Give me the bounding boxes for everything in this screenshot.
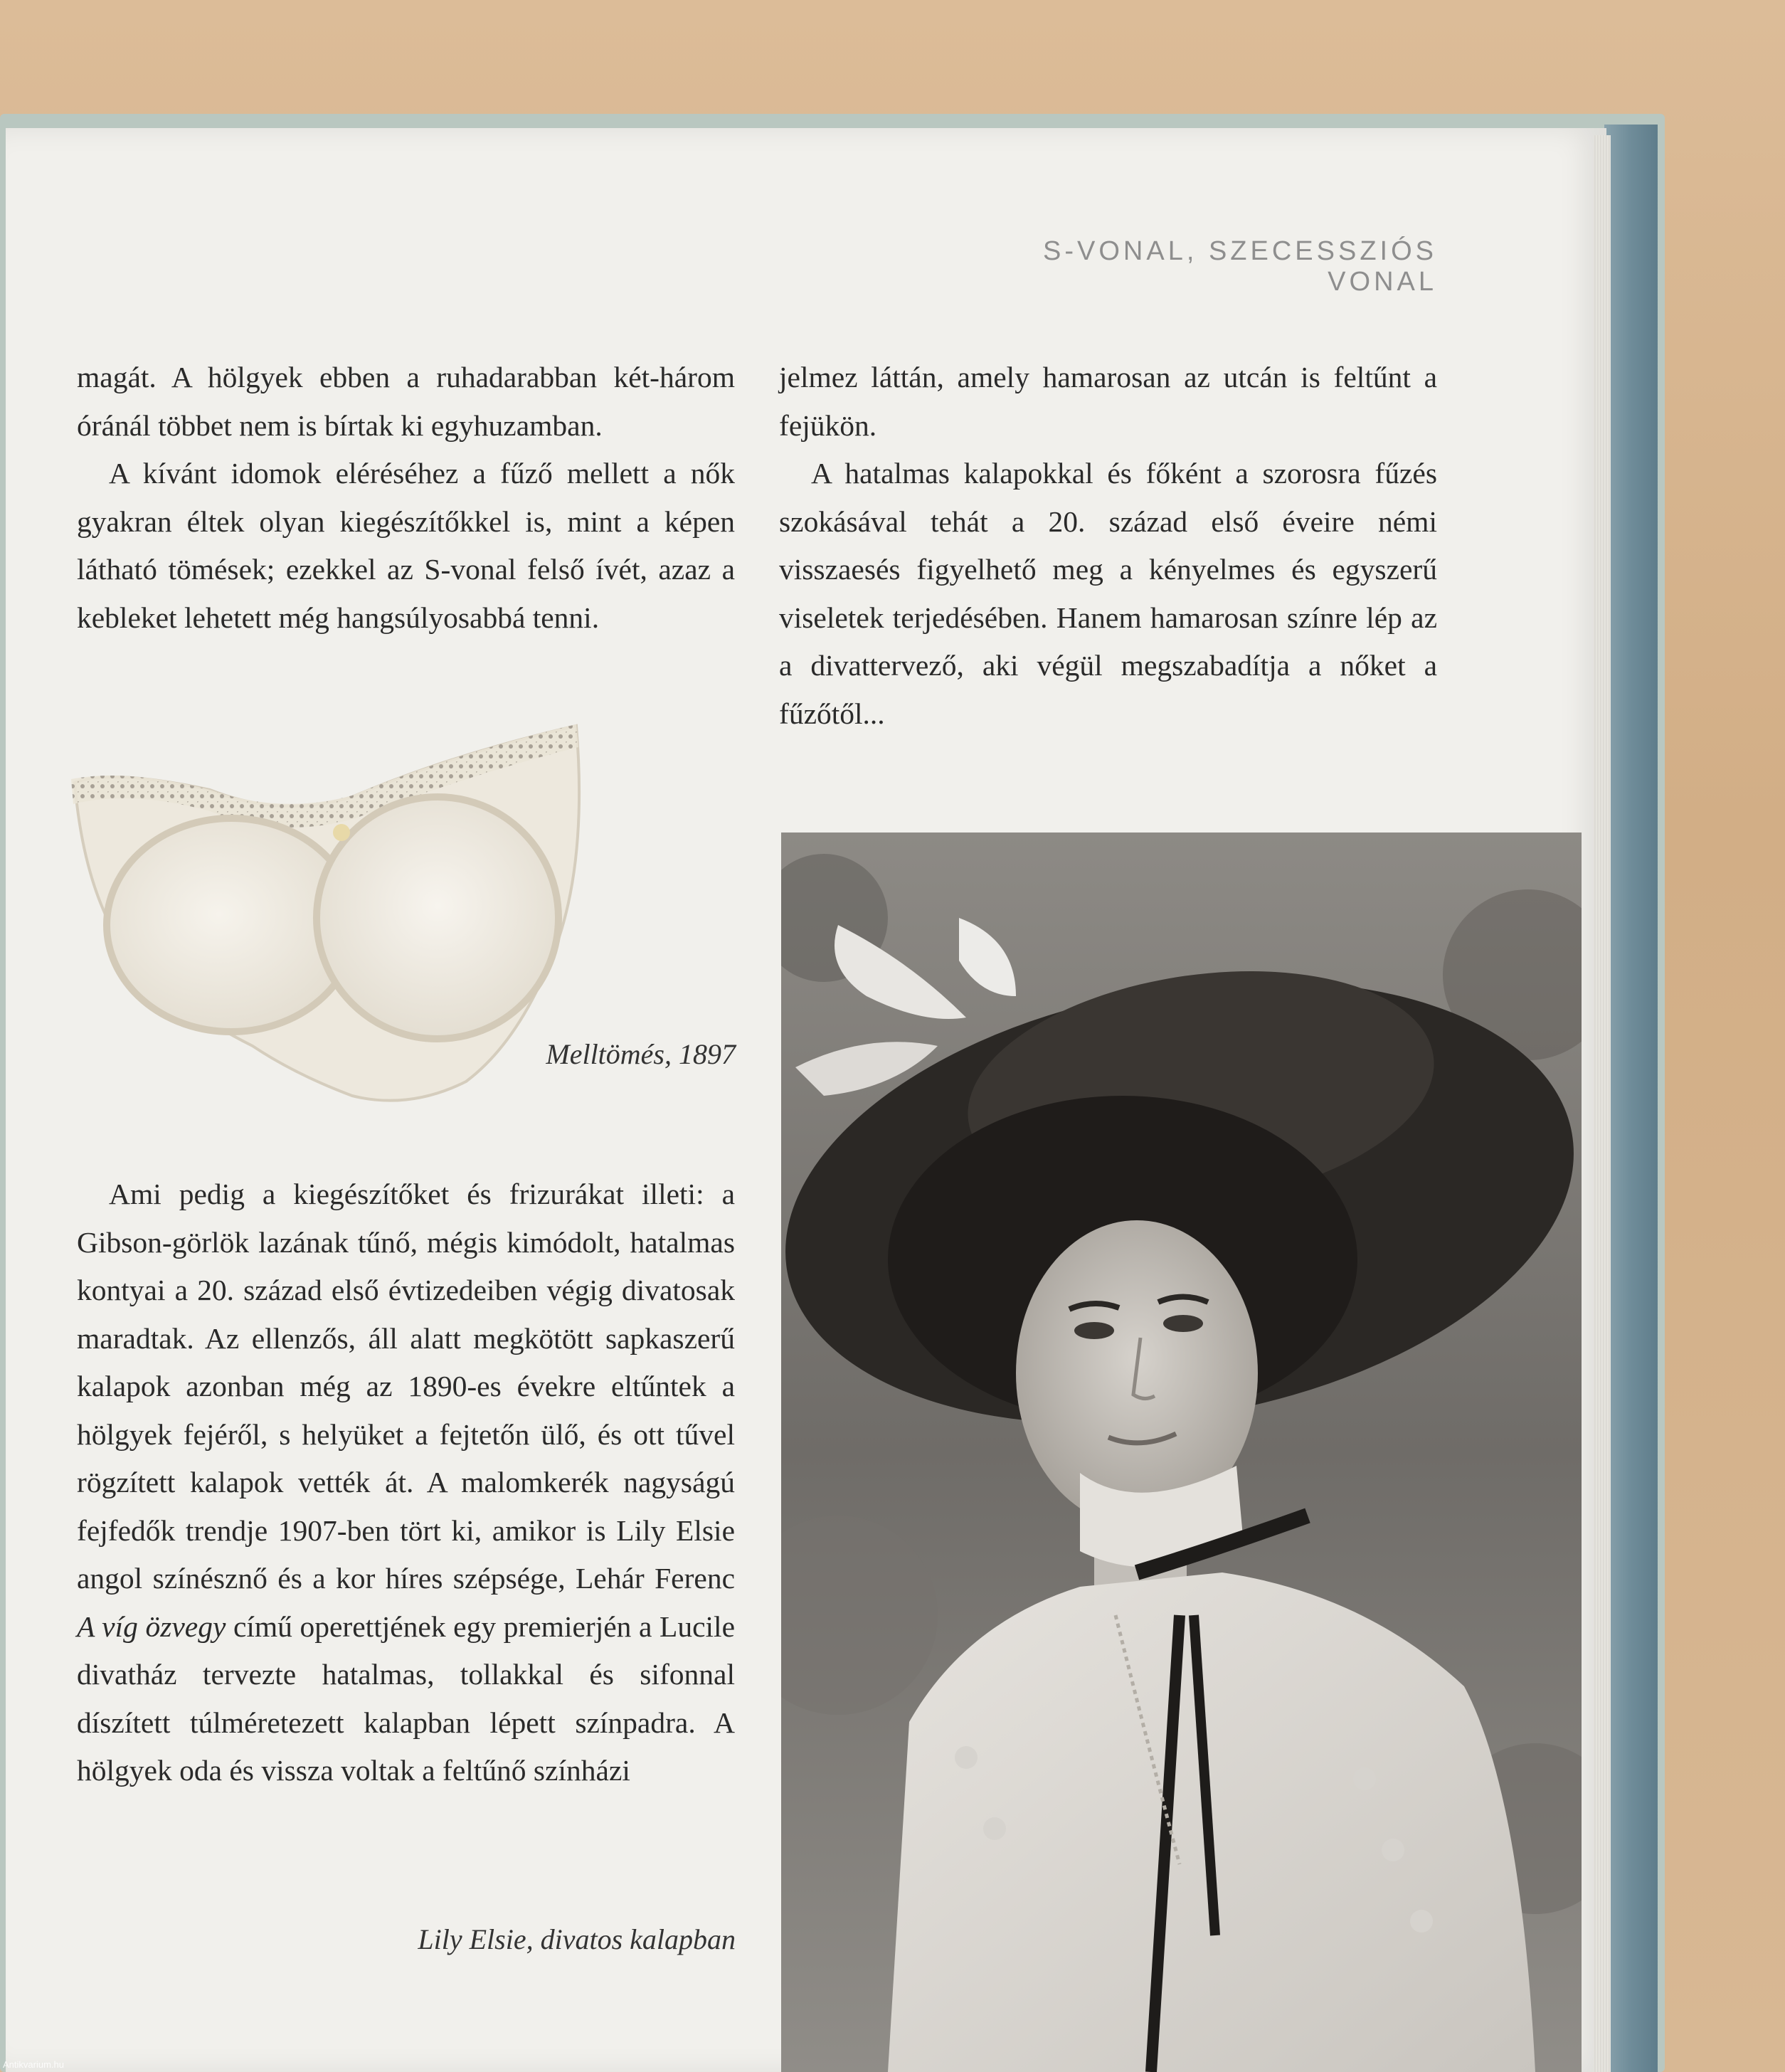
padding-caption: Melltömés, 1897: [546, 1038, 736, 1070]
left-paragraph-2: A kívánt idomok eléréséhez a fűző mellett a nők gyakran éltek olyan kiegészítőkkel is, mint a képen látható tömések; ezekkel az S-vonal felső ívét, azaz a kebleket lehetett még hangsúlyosabbá tenni.: [77, 457, 735, 634]
paragraph-3-text-b: című operettjének egy premierjén a Lucile divatház tervezte hatalmas, tollakkal és sifonnal díszített túlméretezett kalapban lépett színpadra. A hölgyek oda és vissza voltak a feltűnő színházi: [77, 1610, 735, 1787]
operetta-title: A víg özvegy: [77, 1610, 226, 1643]
right-paragraph-1: jelmez láttán, amely hamarosan az utcán is feltűnt a fejükön.: [779, 361, 1437, 442]
photo-caption: Lily Elsie, divatos kalapban: [418, 1923, 736, 1955]
right-paragraph-2: A hatalmas kalapokkal és főként a szorosra fűzés szokásával tehát a 20. század első éveire némi visszaesés figyelhető meg a kényelmes és egyszerű viseletek terjedésében. Hanem hamarosan színre lép az a divattervező, aki végül megszabadítja a nőket a fűzőtől...: [779, 457, 1437, 730]
left-paragraph-1: magát. A hölgyek ebben a ruhadarabban két-három óránál többet nem is bírtak ki egyhuzamban.: [77, 361, 735, 442]
running-header: S-VONAL, SZECESSZIÓS VONAL: [1043, 236, 1437, 297]
paragraph-3-text-a: Ami pedig a kiegészítőket és frizurákat illeti: a Gibson-görlök lazának tűnő, mégis kimódolt, hatalmas kontyai a 20. század első évtizedeiben végig divatosak maradtak. Az ellenzős, áll alatt megkötött sapkaszerű kalapok azonban még az 1890-es évekre eltűntek a hölgyek fejéről, s helyüket a fejtetőn ülő, és ott tűvel rögzített kalapok vették át. A malomkerék nagyságú fejfedők trendje 1907-ben tört ki, amikor is Lily Elsie angol színésznő és a kor híres szépsége, Lehár Ferenc: [77, 1178, 735, 1595]
lily-elsie-portrait: [781, 832, 1582, 2072]
watermark: Antikvarium.hu: [3, 2059, 64, 2070]
left-paragraph-3: [77, 1170, 735, 1795]
book-cover-edge: [1604, 125, 1658, 2072]
page-stack-edge: [1594, 135, 1611, 2072]
